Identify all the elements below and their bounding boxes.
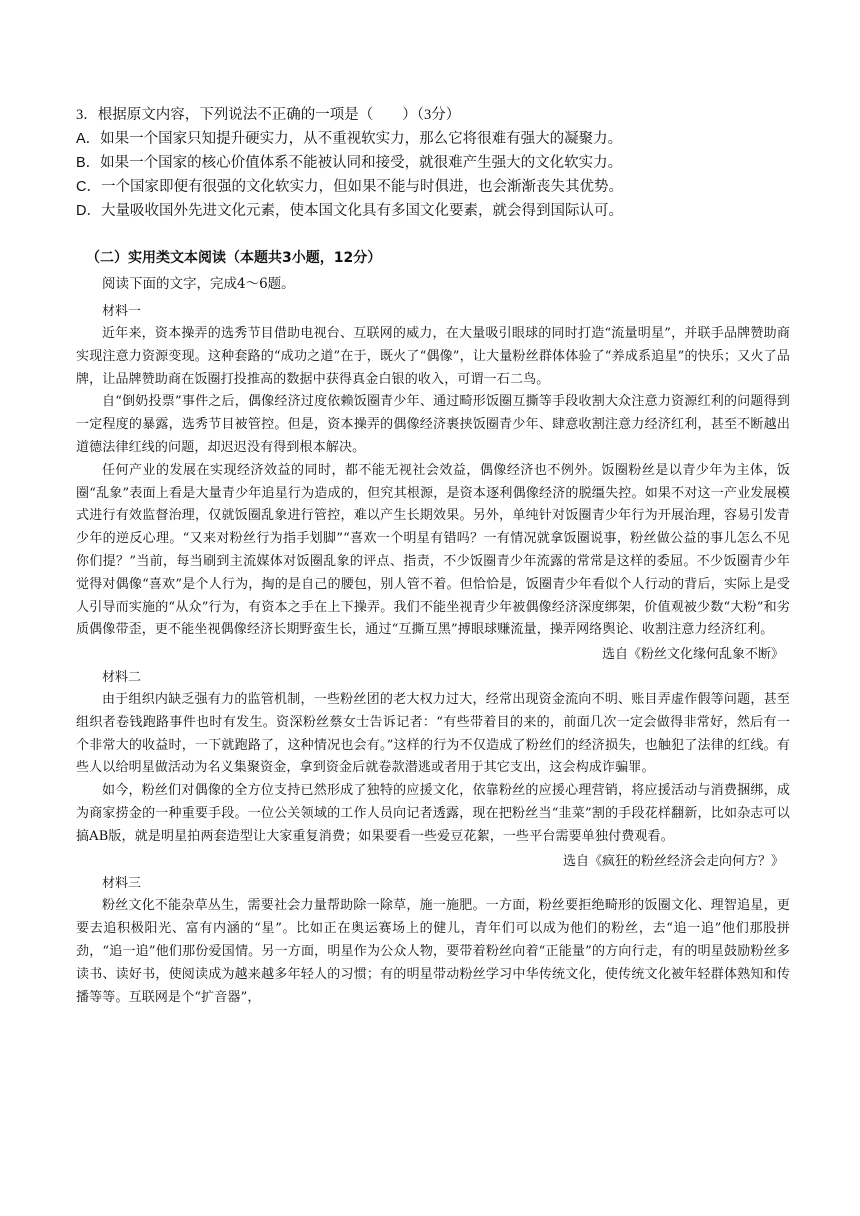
option-letter: D． <box>76 203 101 219</box>
question-3-option-d[interactable] <box>76 199 790 223</box>
option-letter: C． <box>76 179 101 195</box>
option-text: 如果一个国家的核心价值体系不能被认同和接受，就很难产生强大的文化软实力。 <box>100 155 623 171</box>
material-1-paragraph-3: 任何产业的发展在实现经济效益的同时，都不能无视社会效益，偶像经济也不例外。饭圈粉丝是以青少年为主体，饭圈“乱象”表面上看是大量青少年追星行为造成的，但究其根源，是资本逐利偶像经济的脱缰失控。如果不对这一产业发展模式进行有效监督治理，仅就饭圈乱象进行管控，难以产生长期效果。另外，单纯针对饭圈青少年行为开展治理，容易引发青少年的逆反心理。“又来对粉丝行为指手划脚”“喜欢一个明星有错吗？一有情况就拿饭圈说事，粉丝做公益的事儿怎么不见你们提？”当前，每当刷到主流媒体对饭圈乱象的评点、指责，不少饭圈青少年流露的常常是这样的委屈。不少饭圈青少年觉得对偶像“喜欢”是个人行为，掏的是自己的腰包，别人管不着。但恰恰是，饭圈青少年看似个人行动的背后，实际上是受人引导而实施的“从众”行为，有资本之手在上下操弄。我们不能坐视青少年被偶像经济深度绑架，价值观被少数“大粉”和劣质偶像带歪，更不能坐视偶像经济长期野蛮生长，通过“互撕互黑”搏眼球赚流量，操弄网络舆论、收割注意力经济红利。 <box>76 462 790 638</box>
option-text: 如果一个国家只知提升硬实力，从不重视软实力，那么它将很难有强大的凝聚力。 <box>100 131 623 147</box>
question-3-option-a[interactable] <box>76 127 790 151</box>
question-3-stem: 3．根据原文内容，下列说法不正确的一项是（ ）（3分） <box>76 107 461 123</box>
material-3-paragraph-1: 粉丝文化不能杂草丛生，需要社会力量帮助除一除草，施一施肥。一方面，粉丝要拒绝畸形的饭圈文化、理智追星，更要去追积极阳光、富有内涵的“星”。比如正在奥运赛场上的健儿，青年们可以成为他们的粉丝，去“追一追”他们那股拼劲，“追一追”他们那份爱国情。另一方面，明星作为公众人物，要带着粉丝向着“正能量”的方向行走，有的明星鼓励粉丝多读书、读好书，使阅读成为越来越多年轻人的习惯；有的明星带动粉丝学习中华传统文化，使传统文化被年轻群体熟知和传播等等。互联网是个“扩音器”， <box>76 898 790 1005</box>
option-text: 大量吸收国外先进文化元素，使本国文化具有多国文化要素，就会得到国际认可。 <box>100 203 623 219</box>
material-3-label: 材料三 <box>102 876 142 892</box>
material-1-paragraph-1: 近年来，资本操弄的选秀节目借助电视台、互联网的威力，在大量吸引眼球的同时打造“流量明星”，并联手品牌赞助商实现注意力资源变现。这种套路的“成功之道”在于，既火了“偶像”，让大量粉丝群体体验了“养成系追星”的快乐；又火了品牌，让品牌赞助商在饭圈打投推高的数据中获得真金白银的收入，可谓一石二鸟。 <box>76 326 790 387</box>
option-text: 一个国家即便有很强的文化软实力，但如果不能与时俱进，也会渐渐丧失其优势。 <box>100 179 623 195</box>
option-letter: B． <box>76 155 101 171</box>
section-2-instruction: 阅读下面的文字，完成4～6题。 <box>102 276 295 292</box>
material-1-label: 材料一 <box>102 304 142 319</box>
material-2-label: 材料二 <box>102 669 142 685</box>
question-3-option-b[interactable] <box>76 151 790 175</box>
section-2-title: （二）实用类文本阅读（本题共3小题，12分） <box>86 250 382 266</box>
question-3-option-c[interactable] <box>76 175 790 199</box>
material-1-source: 选自《粉丝文化缘何乱象不断》 <box>601 647 784 663</box>
material-1-paragraph-2: 自“倒奶投票”事件之后，偶像经济过度依赖饭圈青少年、通过畸形饭圈互撕等手段收割大众注意力资源红利的问题得到一定程度的暴露，选秀节目被管控。但是，资本操弄的偶像经济裹挟饭圈青少年、肆意收割注意力经济红利，甚至不断越出道德法律红线的问题，却迟迟没有得到根本解决。 <box>76 394 790 455</box>
material-2-paragraph-1: 由于组织内缺乏强有力的监管机制，一些粉丝团的老大权力过大，经常出现资金流向不明、账目弄虚作假等问题，甚至组织者卷钱跑路事件也时有发生。资深粉丝蔡女士告诉记者：“有些带着目的来的，前面几次一定会做得非常好，然后有一个非常大的收益时，一下就跑路了，这种情况也会有。”这样的行为不仅造成了粉丝们的经济损失，也触犯了法律的红线。有些人以给明星做活动为名义集聚资金，拿到资金后就卷款潜逃或者用于其它支出，这会构成诈骗罪。 <box>76 691 790 776</box>
material-2-paragraph-2: 如今，粉丝们对偶像的全方位支持已然形成了独特的应援文化，依靠粉丝的应援心理营销，将应援活动与消费捆绑，成为商家捞金的一种重要手段。一位公关领域的工作人员向记者透露，现在把粉丝当“韭菜”割的手段花样翻新，比如杂志可以搞AB版，就是明星拍两套造型让大家重复消费；如果要看一些爱豆花絮，一些平台需要单独付费观看。 <box>76 783 790 844</box>
material-2-source: 选自《疯狂的粉丝经济会走向何方？》 <box>562 853 784 869</box>
option-letter: A． <box>76 131 101 147</box>
